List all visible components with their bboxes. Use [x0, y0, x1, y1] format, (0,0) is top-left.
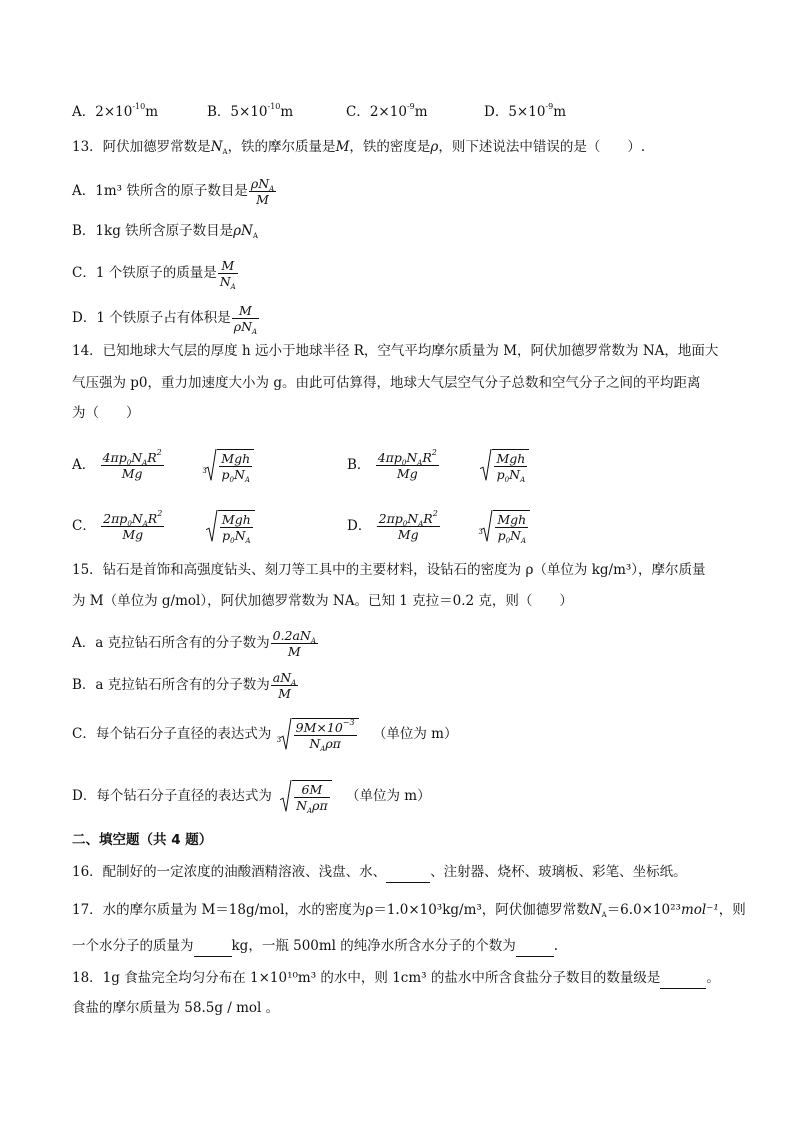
fraction-m-over-rho-na: $\frac{M}{\rho N_A}$: [233, 303, 258, 336]
q18-line1: 18．1g 食盐完全均匀分布在 1×10¹⁰m³ 的水中，则 1cm³ 的盐水中所含食盐分子数目的数量级是 。: [72, 968, 720, 989]
q14-stem-line2: 气压强为 p0，重力加速度大小为 g。由此可估算得，地球大气层空气分子总数和空气分子之间的平均距离: [72, 375, 701, 391]
q15-option-c: C．每个钻石分子直径的表达式为 3 $\frac{9M\times 10^{-3}}{N_A\rho\pi}$ （单位为 m）: [72, 718, 458, 753]
fraction-rho-na-over-m: $\frac{\rho N_A}{M}$: [250, 176, 275, 207]
q14-option-b: B． $\frac{4\pi p_0N_AR^2}{Mg}$ $\frac{\text{Mgh}}{p_0N_A}$: [347, 449, 529, 482]
q12-option-c: C．$2\times 10^{-9}m$: [346, 102, 428, 120]
q15-option-d: D．每个钻石分子直径的表达式为 $\frac{6M}{N_A\rho\pi}$ （单位为 m）: [72, 782, 431, 815]
q12-option-d: D．$5\times 10^{-9}m$: [484, 102, 567, 120]
q13-stem: 13．阿伏加德罗常数是$N_A$，铁的摩尔质量是M，铁的密度是ρ，则下述说法中错误的是（ ）.: [72, 139, 646, 156]
q13-option-a: A．1m³ 铁所含的原子数目是 $\frac{\rho N_A}{M}$: [72, 176, 275, 207]
q15-stem-line1: 15．钻石是首饰和高强度钻头、刻刀等工具中的主要材料，设钻石的密度为 ρ（单位为 kg/m³），摩尔质量: [72, 562, 706, 578]
q13-option-c: C．1 个铁原子的质量是 $\frac{M}{N_A}$: [72, 258, 236, 291]
fraction-m-over-na: $\frac{M}{N_A}$: [219, 258, 236, 291]
q14-stem-line3: 为（ ）: [72, 405, 140, 421]
q12-option-b: B．$5\times 10^{-10}m$: [207, 102, 294, 120]
q18-blank: [660, 968, 706, 989]
q17-blank-2: [516, 936, 554, 957]
q18-line2: 食盐的摩尔质量为 58.5g / mol 。: [72, 1000, 280, 1016]
q13-option-b: B．1kg 铁所含原子数目是$\rho N_A$: [72, 223, 258, 240]
q15-stem-line2: 为 M（单位为 g/mol），阿伏加德罗常数为 NA。已知 1 克拉＝0.2 克，则（ ）: [72, 593, 573, 609]
q12-option-a: A．$2\times 10^{-10}m$: [72, 102, 159, 120]
q17-line1: 17．水的摩尔质量为 M＝18g/mol，水的密度为ρ＝1.0×10³kg/m³，阿伏伽德罗常数$N_A=6.0\times 10^{23}mol^{-1}$，则: [72, 902, 746, 919]
q13-option-d: D．1 个铁原子占有体积是 $\frac{M}{\rho N_A}$: [72, 303, 258, 336]
q14-option-a: A． $\frac{4\pi p_0N_AR^2}{Mg}$ 3 $\frac{\text{Mgh}}{p_0N_A}$: [72, 449, 254, 482]
q15-option-a: A．a 克拉钻石所含有的分子数为 $\frac{0.2aN_A}{M}$: [72, 628, 316, 659]
q17-blank-1: [194, 936, 232, 957]
q15-option-b: B．a 克拉钻石所含有的分子数为 $\frac{aN_A}{M}$: [72, 670, 297, 701]
q14-option-c: C． $\frac{2\pi p_0N_AR^2}{Mg}$ $\frac{\text{Mgh}}{p_0N_A}$: [72, 510, 255, 543]
q14-option-d: D． $\frac{2\pi p_0N_AR^2}{Mg}$ 3 $\frac{\text{Mgh}}{p_0N_A}$: [347, 510, 530, 543]
q17-line2: 一个水分子的质量为 kg，一瓶 500ml 的纯净水所含水分子的个数为 .: [72, 936, 558, 957]
section-2-heading: 二、填空题（共 4 题）: [72, 832, 213, 848]
q16-blank: [386, 862, 430, 883]
q16-text: 16．配制好的一定浓度的油酸酒精溶液、浅盘、水、 、注射器、烧杯、玻璃板、彩笔、坐标纸。: [72, 862, 687, 883]
q14-stem-line1: 14．已知地球大气层的厚度 h 远小于地球半径 R，空气平均摩尔质量为 M，阿伏加德罗常数为 NA，地面大: [72, 343, 719, 359]
